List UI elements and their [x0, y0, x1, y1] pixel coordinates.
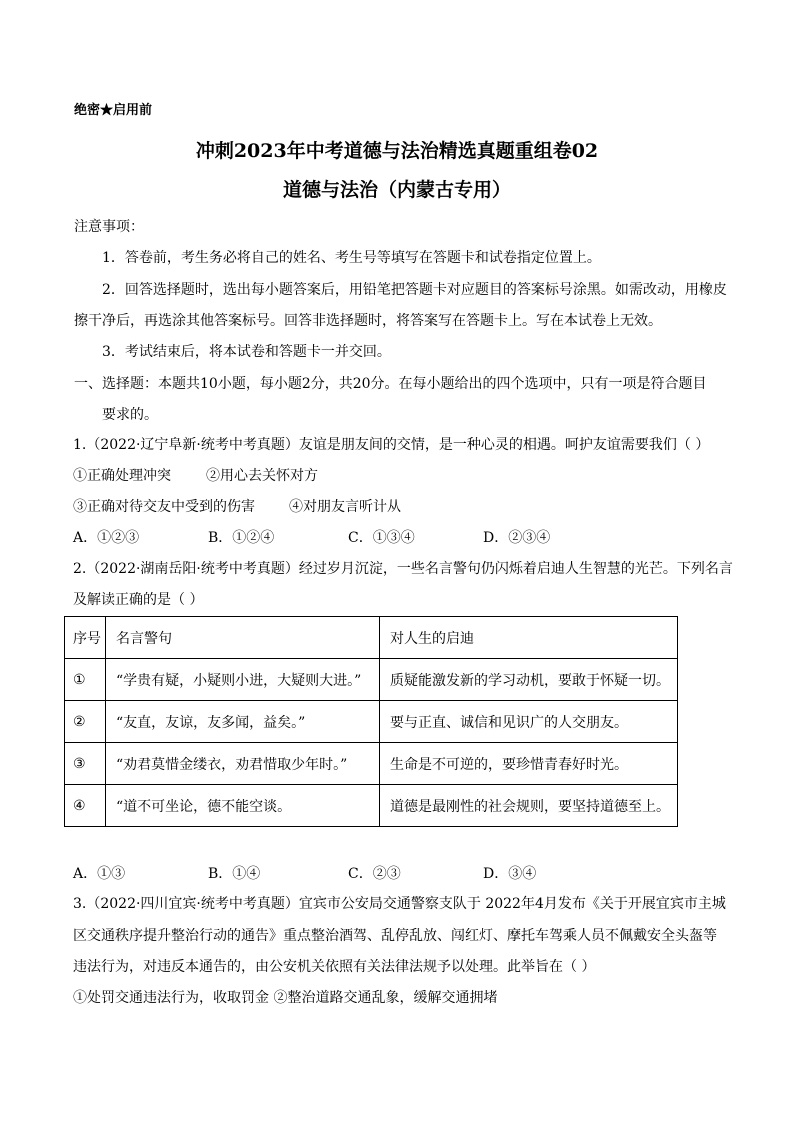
table-cell: ④ — [65, 785, 106, 827]
exam-subtitle: 道德与法治（内蒙古专用） — [282, 179, 511, 201]
notice-item-1: 1．答卷前，考生务必将自己的姓名、考生号等填写在答题卡和试卷指定位置上。 — [102, 250, 601, 266]
section-heading-line-2: 要求的。 — [102, 407, 158, 423]
q2-option-c[interactable]: C．②③ — [348, 866, 401, 882]
table-cell: “道不可坐论，德不能空谈。 — [106, 785, 380, 827]
notice-heading: 注意事项： — [74, 219, 144, 235]
q2-quote-table — [64, 616, 678, 827]
q1-option-b[interactable]: B．①②④ — [208, 530, 275, 546]
table-cell: 要与正直、诚信和见识广的人交朋友。 — [380, 701, 678, 743]
table-row — [65, 785, 678, 827]
q2-options — [73, 864, 593, 884]
q2-stem-line-2: 及解读正确的是（ ） — [73, 592, 204, 608]
notice-item-2-line-2: 擦干净后，再选涂其他答案标号。回答非选择题时，将答案写在答题卡上。写在本试卷上无效。 — [74, 313, 662, 329]
q1-option-c[interactable]: C．①③④ — [348, 530, 415, 546]
table-cell: 生命是不可逆的，要珍惜青春好时光。 — [380, 743, 678, 785]
q2-option-d[interactable]: D．③④ — [483, 866, 537, 882]
notice-item-3: 3．考试结束后，将本试卷和答题卡一并交回。 — [102, 344, 391, 360]
section-heading-line-1: 一、选择题：本题共10小题，每小题2分，共20分。在每小题给出的四个选项中，只有一项是符合题目 — [74, 376, 707, 392]
q2-stem-line-1: 2.（2022·湖南岳阳·统考中考真题）经过岁月沉淀，一些名言警句仍闪烁着启迪人生智慧的光芒。下列名言 — [73, 561, 733, 577]
table-row — [65, 659, 678, 701]
q1-statement-1: ①正确处理冲突 — [73, 468, 171, 484]
table-header-row — [65, 617, 678, 659]
table-cell: 质疑能激发新的学习动机，要敢于怀疑一切。 — [380, 659, 678, 701]
confidential-mark: 绝密★启用前 — [74, 103, 153, 118]
q1-stem: 1.（2022·辽宁阜新·统考中考真题）友谊是朋友间的交情，是一种心灵的相遇。呵护友谊需要我们（ ） — [73, 437, 710, 453]
q1-options — [73, 528, 593, 548]
table-cell: “学贵有疑，小疑则小进，大疑则大进。” — [106, 659, 380, 701]
table-header-cell: 序号 — [65, 617, 106, 659]
q1-option-d[interactable]: D．②③④ — [483, 530, 551, 546]
table-header-cell: 名言警句 — [106, 617, 380, 659]
table-row — [65, 701, 678, 743]
table-cell: “劝君莫惜金缕衣，劝君惜取少年时。” — [106, 743, 380, 785]
q1-option-a[interactable]: A．①②③ — [73, 530, 140, 546]
table-cell: “友直，友谅，友多闻，益矣。” — [106, 701, 380, 743]
table-cell: 道德是最刚性的社会规则，要坚持道德至上。 — [380, 785, 678, 827]
table-cell: ③ — [65, 743, 106, 785]
q2-option-a[interactable]: A．①③ — [73, 866, 126, 882]
table-header-cell: 对人生的启迪 — [380, 617, 678, 659]
q3-statements-line-1: ①处罚交通违法行为，收取罚金 ②整治道路交通乱象，缓解交通拥堵 — [73, 990, 498, 1006]
q2-option-b[interactable]: B．①④ — [208, 866, 261, 882]
q1-statement-3: ③正确对待交友中受到的伤害 — [73, 499, 255, 515]
notice-item-2-line-1: 2．回答选择题时，选出每小题答案后，用铅笔把答题卡对应题目的答案标号涂黑。如需改动，用橡皮 — [102, 282, 727, 298]
table-row — [65, 743, 678, 785]
q3-stem-line-3: 违法行为，对违反本通告的，由公安机关依照有关法律法规予以处理。此举旨在（ ） — [73, 959, 596, 975]
q3-stem-line-2: 区交通秩序提升整治行动的通告》重点整治酒驾、乱停乱放、闯红灯、摩托车驾乘人员不佩戴安全头盔等 — [73, 928, 717, 944]
table-cell: ② — [65, 701, 106, 743]
table-cell: ① — [65, 659, 106, 701]
exam-title: 冲刺2023年中考道德与法治精选真题重组卷02 — [195, 140, 599, 162]
q1-statement-4: ④对朋友言听计从 — [289, 499, 401, 515]
q1-statement-2: ②用心去关怀对方 — [206, 468, 318, 484]
q3-stem-line-1: 3.（2022·四川宜宾·统考中考真题）宜宾市公安局交通警察支队于 2022年4月发布《关于开展宜宾市主城 — [73, 896, 726, 912]
